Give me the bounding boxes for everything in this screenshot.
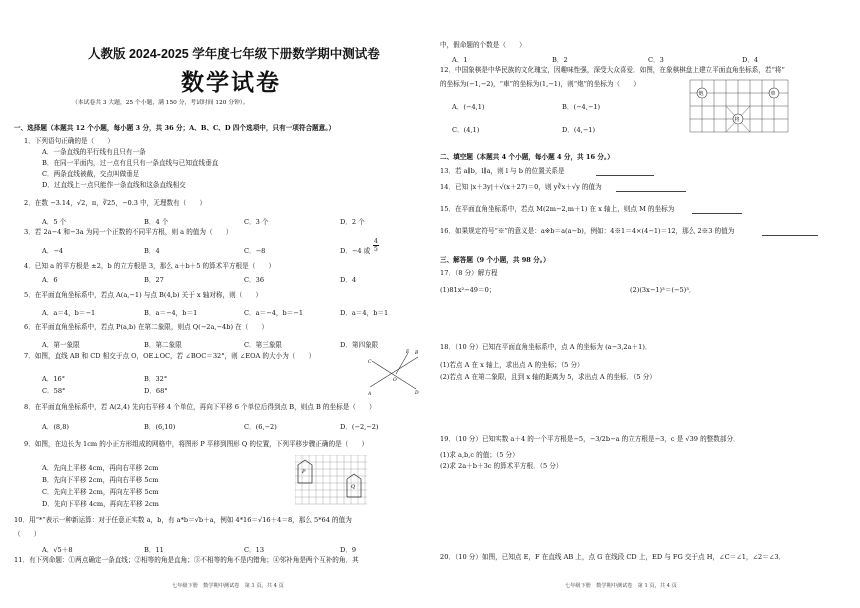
q1-stem: 1．下列语句正确的是（ ） — [24, 137, 114, 145]
q3-option-a: A．−4 — [42, 247, 64, 255]
big-title: 数学试卷 — [181, 70, 281, 95]
q8-option-a: A．(8,8) — [42, 423, 69, 431]
q19-stem: 19．（10 分）已知实数 a＋4 的一个平方根是−5，−3/2b−a 的立方根是−3，c 是 √39 的整数部分． — [440, 435, 740, 443]
q6-option-b: B．第二象限 — [144, 341, 182, 349]
q10-paren: （ ） — [14, 530, 41, 538]
q9-option-a: A．先向上平移 4cm，再向右平移 2cm — [42, 464, 159, 472]
q13-answer-blank[interactable] — [596, 175, 654, 176]
q7-label-b: B — [415, 351, 419, 356]
q7-figure — [368, 349, 420, 397]
q4-option-d: D．4 — [340, 276, 357, 284]
q12-stem-2: 的坐标为(−1,−2)，“車”的坐标为(1,−1)，则“炮”的坐标为（ ） — [440, 80, 640, 88]
q2-option-c: C．3 个 — [244, 218, 269, 226]
q13-stem: 13．若 a∥b，l∥a，则 l 与 b 的位置关系是 — [440, 167, 565, 175]
q14-stem: 14．已知 |x＋3y|＋√(x＋27)＝0，则 y∛x＋√y 的值为 — [440, 183, 602, 191]
q7-label-o: O — [393, 378, 397, 383]
q1-option-b: B．在同一平面内，过一点有且只有一条直线与已知直线垂直 — [42, 159, 219, 167]
q5-option-a: A．a＝4，b＝−1 — [42, 309, 96, 317]
q7-stem: 7．如图，直线 AB 和 CD 相交于点 O，OE⊥OC，若 ∠BOC＝32°，则 ∠EOA 的大小为（ ） — [24, 352, 316, 360]
q10-option-c: C．13 — [244, 546, 265, 554]
q4-stem: 4．已知 a 的平方根是 ±2，b 的立方根是 3，那么 a＋b＋5 的算术平方根是（ ） — [24, 262, 276, 270]
q11-continued: 中，假命题的个数是（ ） — [440, 41, 526, 49]
q12-option-a: A．(−4,1) — [452, 103, 485, 111]
q12-stem: 12．中国象棋是中华民族的文化瑰宝，因趣味性强，深受大众喜爱．如图，在象棋棋盘上建立平面直角坐标系，若“将” — [440, 66, 785, 74]
q6-stem: 6．在平面直角坐标系中，若点 P(a,b) 在第二象限，则点 Q(−2a,−4b) 在（ ） — [24, 323, 269, 331]
q15-answer-blank[interactable] — [692, 213, 742, 214]
q3-fraction — [373, 238, 379, 253]
q8-option-d: D．(−2,−2) — [340, 423, 379, 431]
q9-option-c: C．先向上平移 2cm，再向左平移 5cm — [42, 488, 159, 496]
q10-option-b: B．11 — [144, 546, 164, 554]
q9-option-d: D．先向下平移 4cm，再向左平移 2cm — [42, 500, 159, 508]
q9-label-q: Q — [351, 484, 356, 490]
q17-part1: (1)81x²−49＝0； — [440, 286, 496, 294]
q15-stem: 15．在平面直角坐标系中，若点 M(2m−2,m＋1) 在 x 轴上，则点 M 的坐标为 — [440, 205, 675, 213]
q7-label-a: A — [368, 392, 372, 397]
q9-label-p: P — [302, 469, 306, 475]
q19-part1: (1)求 a,b,c 的值；（5 分） — [440, 451, 519, 459]
q7-option-b: B．32° — [144, 375, 168, 383]
exam-title: 人教版 2024-2025 学年度七年级下册数学期中测试卷 — [88, 47, 380, 61]
q10-option-d: D．9 — [340, 546, 357, 554]
q10-stem: 10．用“*”表示一种新运算：对于任意正实数 a，b，有 a*b＝√b＋a，例如 4*16＝√16＋4＝8，那么 5*64 的值为 — [14, 516, 352, 524]
chess-jiang-label: 将 — [734, 117, 740, 123]
q10-option-a: A．√5＋8 — [42, 546, 73, 554]
q1-option-a: A．一条直线的平行线有且只有一条 — [42, 148, 146, 156]
q17-stem: 17．（8 分）解方程 — [440, 269, 498, 277]
q3-option-b: B．4 — [144, 247, 160, 255]
q3-fraction-num: 4 — [374, 238, 378, 245]
q6-option-c: C．第三象限 — [244, 341, 283, 349]
exam-note: （本试卷共 3 大题，25 个小题，满 150 分，考试时间 120 分钟）。 — [72, 100, 249, 106]
q2-option-b: B．4 个 — [144, 218, 169, 226]
right-page — [430, 0, 860, 608]
q2-stem: 2．在数 −3.14，√2，π，∛25，−0.3 中，无理数有（ ） — [24, 199, 207, 207]
q1-option-c: C．两条直线被截，交点叫做垂足 — [42, 170, 140, 178]
q3-fraction-den: 5 — [374, 246, 378, 253]
q8-option-c: C．(6,−2) — [244, 423, 277, 431]
q18-stem: 18．（10 分）已知在平面直角坐标系中，点 A 的坐标为 (a−3,2a＋1)． — [440, 343, 652, 351]
q14-answer-blank[interactable] — [616, 191, 686, 192]
q9-stem: 9．如图，在边长为 1cm 的小正方形组成的网格中，将图形 P 平移到图形 Q 的位置，下列平移步骤正确的是（ ） — [24, 440, 369, 448]
q5-stem: 5．在平面直角坐标系中，若点 A(a,−1) 与点 B(4,b) 关于 x 轴对称，则（ ） — [24, 291, 263, 299]
section1-heading: 一、选择题（本题共 12 个小题，每小题 3 分，共 36 分；A、B、C、D 四个选项中，只有一项符合题意。） — [14, 124, 336, 132]
q4-option-a: A．6 — [42, 276, 58, 284]
q11-option-c: C．3 — [648, 56, 664, 64]
q9-grid-figure — [295, 455, 367, 505]
q3-stem: 3．若 2a−4 和−3a 为同一个正数的不同平方根，则 a 的值为（ ） — [24, 228, 233, 236]
q17-part2: (2)(3x−1)³＝(−5)³． — [630, 286, 696, 294]
q4-option-b: B．27 — [144, 276, 164, 284]
q8-stem: 8．在平面直角坐标系中，若 A(2,4) 先向右平移 4 个单位，再向下平移 6 个单位后得到点 B，则点 B 的坐标是（ ） — [24, 403, 376, 411]
q11-stem: 11．有下列命题：①两点确定一条直线；②相等的角是直角；③不相等的角不是内错角；④邻补角是两个互补的角．其 — [14, 556, 359, 564]
q6-option-d: D．第四象限 — [340, 341, 379, 349]
q7-option-d: D．68° — [144, 387, 168, 395]
q2-option-d: D．2 个 — [340, 218, 365, 226]
q18-part1: (1)若点 A 在 x 轴上，求出点 A 的坐标；（5 分） — [440, 361, 584, 369]
q20-stem: 20．（10 分）如图，已知点 E，F 在直线 AB 上，点 G 在线段 CD 上，ED 与 FG 交于点 H，∠C＝∠1，∠2＝∠3． — [440, 553, 786, 561]
section2-heading: 二、填空题（本题共 4 个小题，每小题 4 分，共 16 分。） — [440, 153, 614, 161]
q12-option-b: B．(−4,−1) — [562, 103, 601, 111]
q5-option-b: B．a＝−4，b＝1 — [144, 309, 198, 317]
q1-option-d: D．过直线上一点只能作一条直线和这条直线相交 — [42, 181, 186, 189]
q7-option-a: A．16° — [42, 375, 66, 383]
q12-option-c: C．(4,1) — [452, 126, 480, 134]
q16-answer-blank[interactable] — [762, 235, 818, 236]
right-footer: 七年级下册 数学期中测试卷 第 1 页，共 4 页 — [565, 583, 677, 589]
q3-option-c: C．−8 — [244, 247, 266, 255]
q8-option-b: B．(6,10) — [144, 423, 176, 431]
q2-option-a: A．5 个 — [42, 218, 67, 226]
q16-stem: 16．如果规定符号“※”的意义是：a※b＝a(a−b)，例如：4※1＝4×(4−1)＝12，那么 2※3 的值为 — [440, 227, 735, 235]
q7-option-c: C．58° — [42, 387, 66, 395]
q5-option-d: D．a＝4，b＝1 — [340, 309, 389, 317]
chess-pao-label: 炮 — [698, 91, 704, 97]
q7-label-e: E — [406, 350, 410, 355]
q5-option-c: C．a＝−4，b＝−1 — [244, 309, 304, 317]
q7-label-c: C — [368, 360, 372, 365]
q11-option-d: D．4 — [742, 56, 759, 64]
q12-chessboard-figure — [688, 78, 790, 134]
q19-part2: (2)求 2a＋b＋3c 的算术平方根．（5 分） — [440, 462, 563, 470]
q4-option-c: C．36 — [244, 276, 265, 284]
q12-option-d: D．(4,−1) — [562, 126, 596, 134]
q18-part2: (2)若点 A 在第二象限，且到 x 轴的距离为 5，求出点 A 的坐标．（5 分） — [440, 373, 656, 381]
q11-option-b: B．2 — [552, 56, 568, 64]
left-footer: 七年级下册 数学期中测试卷 第 1 页，共 4 页 — [172, 583, 284, 589]
q11-option-a: A．1 — [452, 56, 468, 64]
q6-option-a: A．第一象限 — [42, 341, 80, 349]
q3-option-d: D．−4 或 — [340, 247, 371, 255]
section3-heading: 三、解答题（9 个小题，共 98 分。） — [440, 256, 550, 264]
q9-option-b: B．先向下平移 2cm，再向右平移 5cm — [42, 476, 159, 484]
chess-ju-label: 車 — [770, 91, 776, 97]
q7-label-d: D — [415, 391, 419, 396]
